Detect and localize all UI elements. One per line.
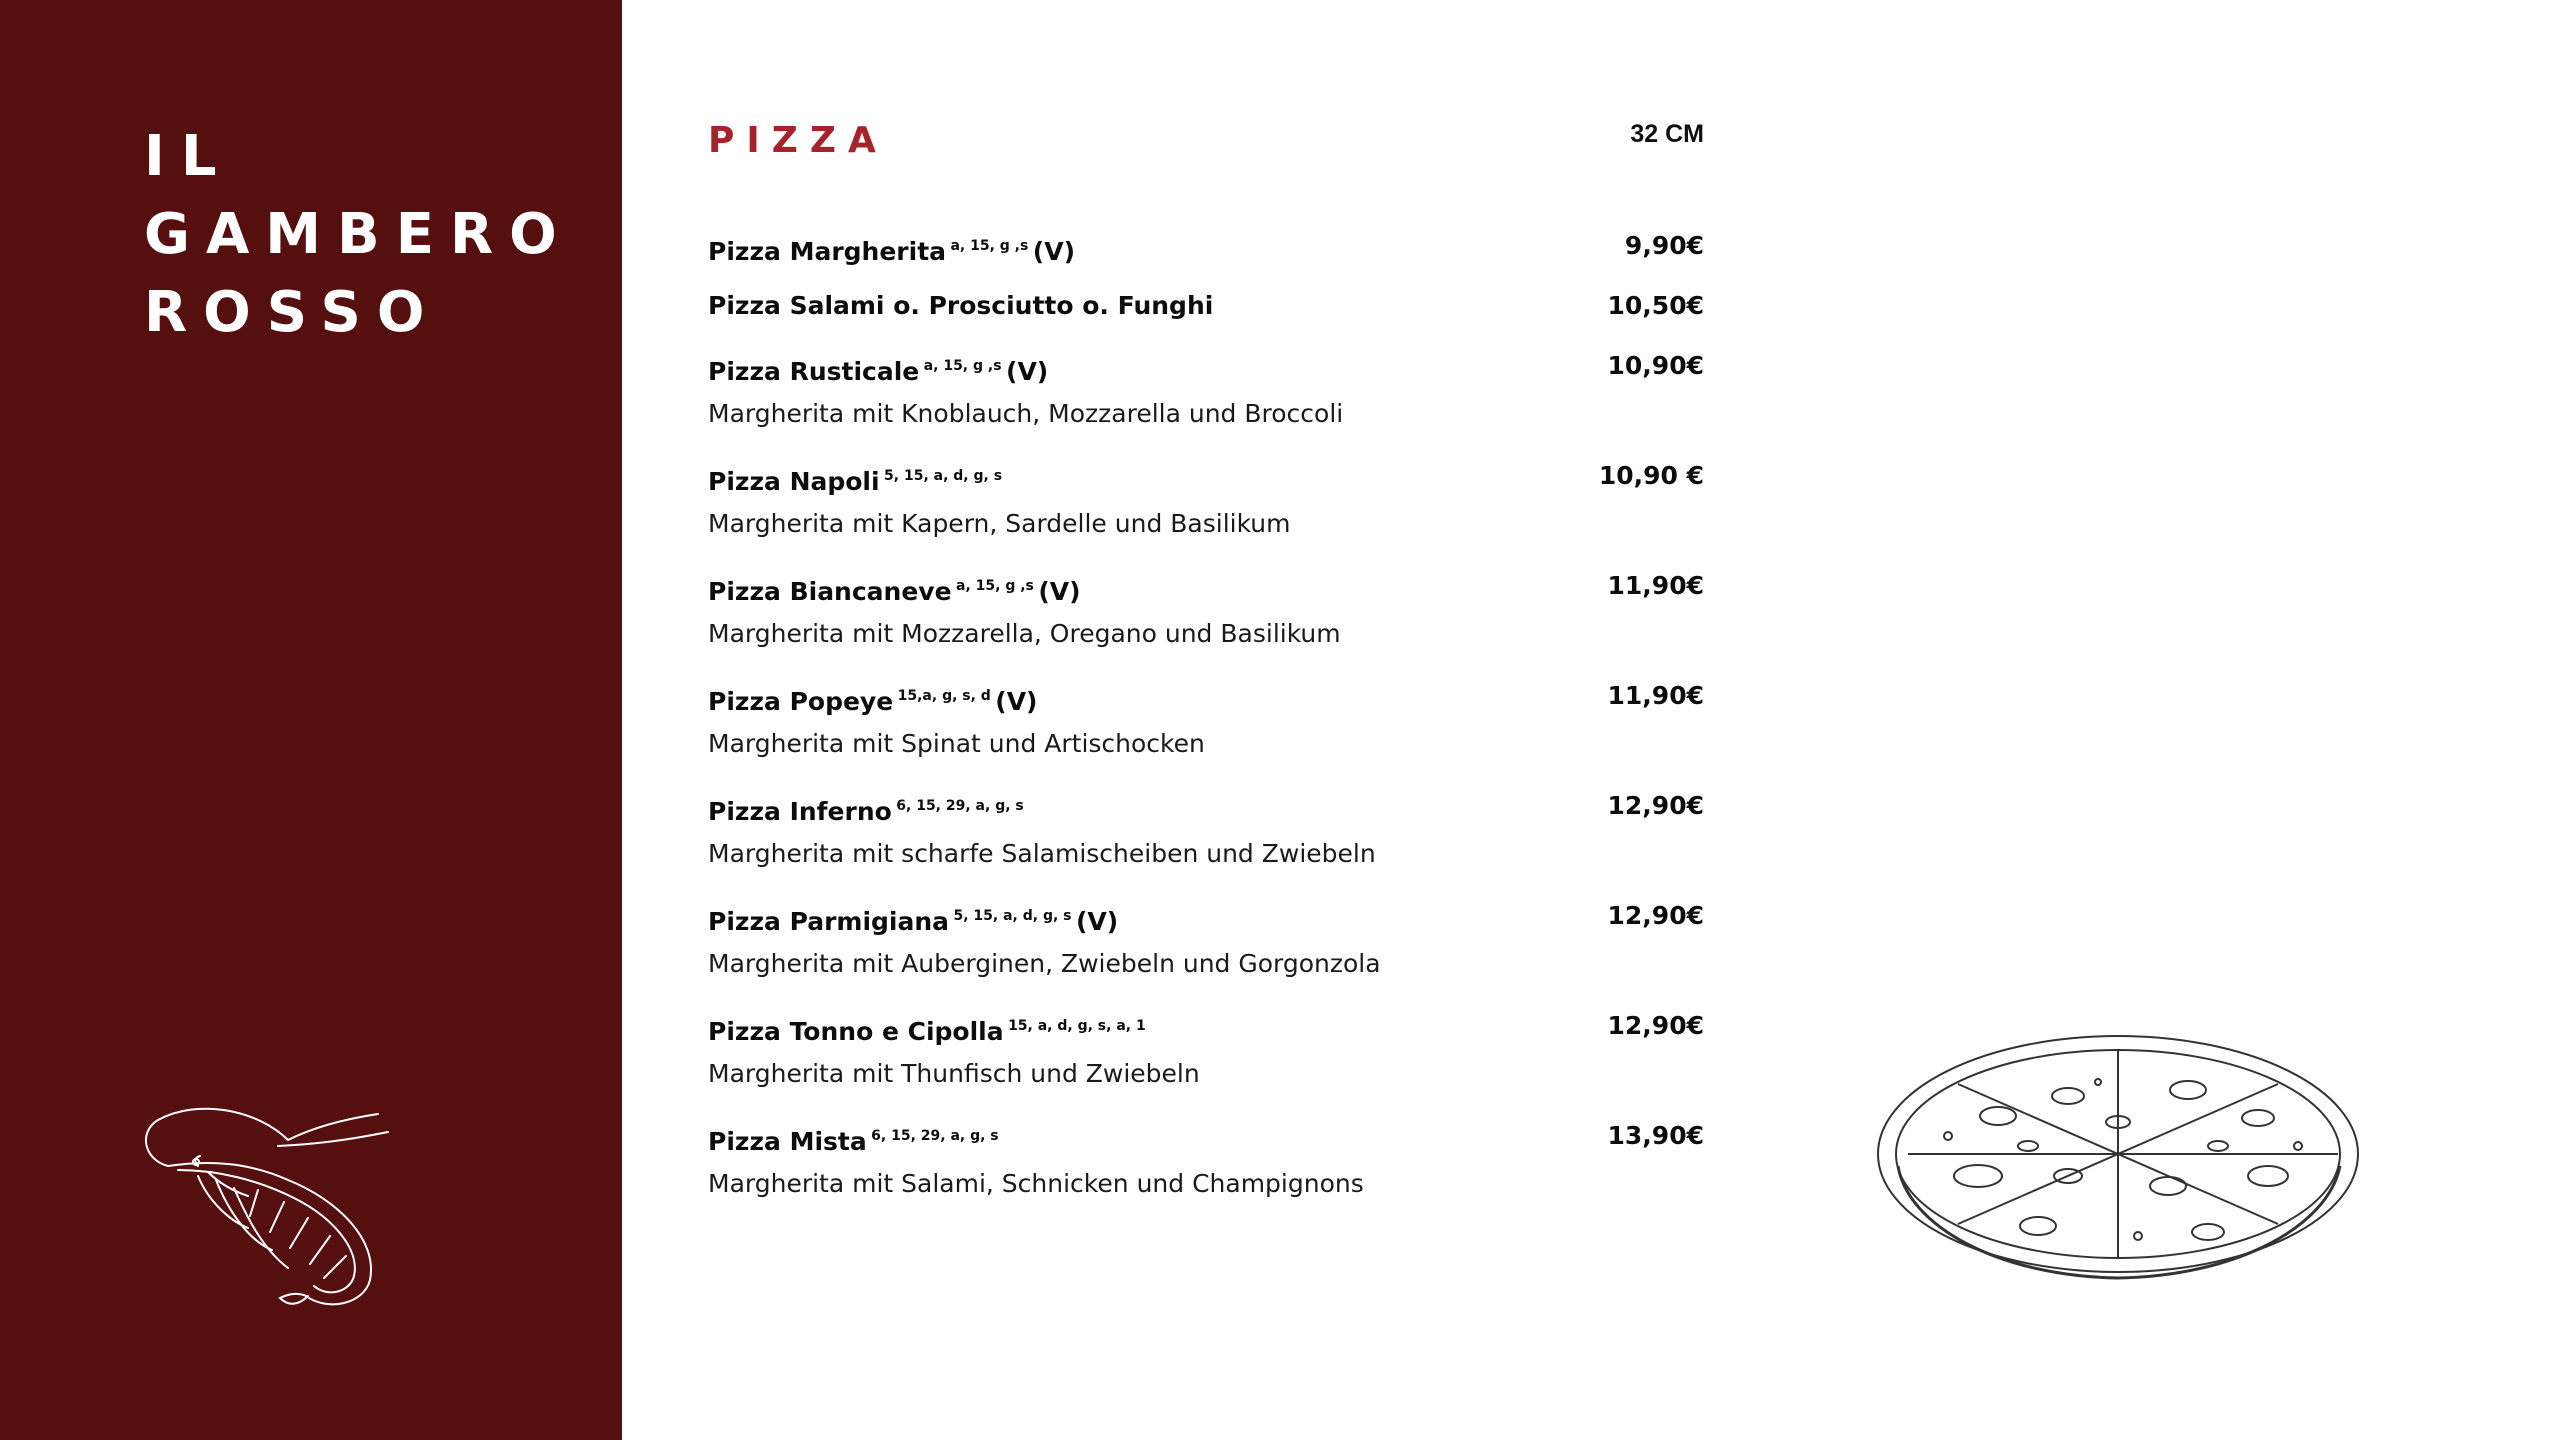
item-price: 12,90€ xyxy=(1607,1011,1704,1040)
item-price: 10,90 € xyxy=(1598,461,1704,490)
item-price: 12,90€ xyxy=(1607,791,1704,820)
item-price: 11,90€ xyxy=(1607,571,1704,600)
item-description: Margherita mit Salami, Schnicken und Champignons xyxy=(708,1169,1364,1198)
item-name: Pizza Inferno xyxy=(708,797,892,826)
item-description: Margherita mit Auberginen, Zwiebeln und Gorgonzola xyxy=(708,949,1381,978)
item-veg-marker: (V) xyxy=(995,687,1038,716)
section-title: PIZZA xyxy=(708,120,888,161)
item-name: Pizza Napoli xyxy=(708,467,880,496)
item-price: 10,50€ xyxy=(1607,291,1704,320)
item-veg-marker: (V) xyxy=(1038,577,1081,606)
item-name: Pizza Popeye xyxy=(708,687,894,716)
menu-content xyxy=(708,0,1704,1440)
menu-item xyxy=(708,562,1704,658)
brand-title xyxy=(144,118,573,352)
item-name: Pizza Rusticale xyxy=(708,357,920,386)
item-name: Pizza Mista xyxy=(708,1127,867,1156)
menu-item xyxy=(708,342,1704,438)
item-name: Pizza Salami o. Prosciutto o. Funghi xyxy=(708,291,1214,320)
item-allergens: 15, a, d, g, s, a, 1 xyxy=(1008,1018,1146,1034)
item-name: Pizza Parmigiana xyxy=(708,907,950,936)
item-description: Margherita mit Kapern, Sardelle und Basilikum xyxy=(708,509,1291,538)
item-price: 11,90€ xyxy=(1607,681,1704,710)
item-allergens: 15,a, g, s, d xyxy=(897,688,991,704)
menu-item xyxy=(708,222,1704,270)
item-description: Margherita mit Thunfisch und Zwiebeln xyxy=(708,1059,1200,1088)
item-allergens: 6, 15, 29, a, g, s xyxy=(871,1128,999,1144)
item-description: Margherita mit Spinat und Artischocken xyxy=(708,729,1205,758)
menu-item xyxy=(708,1112,1704,1208)
item-allergens: a, 15, g ,s xyxy=(950,238,1029,254)
menu-item xyxy=(708,452,1704,548)
size-label: 32 CM xyxy=(1630,120,1704,148)
menu-item xyxy=(708,1002,1704,1098)
menu-item xyxy=(708,672,1704,768)
item-name: Pizza Biancaneve xyxy=(708,577,952,606)
item-allergens: 5, 15, a, d, g, s xyxy=(884,468,1003,484)
pizza-illustration-icon xyxy=(1868,1026,2368,1286)
item-veg-marker: (V) xyxy=(1075,907,1119,936)
menu-item xyxy=(708,282,1704,330)
item-price: 13,90€ xyxy=(1607,1121,1704,1150)
sidebar xyxy=(0,0,622,1440)
item-description: Margherita mit scharfe Salamischeiben und Zwiebeln xyxy=(708,839,1376,868)
item-veg-marker: (V) xyxy=(1032,237,1075,266)
brand-line-3: ROSSO xyxy=(144,280,441,345)
brand-line-1: IL xyxy=(144,124,233,189)
item-veg-marker: (V) xyxy=(1006,357,1049,386)
item-allergens: a, 15, g ,s xyxy=(923,358,1002,374)
item-allergens: a, 15, g ,s xyxy=(956,578,1034,594)
menu-item xyxy=(708,892,1704,988)
item-allergens: 5, 15, a, d, g, s xyxy=(953,908,1072,924)
shrimp-illustration-icon xyxy=(138,1100,398,1310)
item-allergens: 6, 15, 29, a, g, s xyxy=(896,798,1024,814)
item-price: 12,90€ xyxy=(1607,901,1704,930)
brand-line-2: GAMBERO xyxy=(144,202,573,267)
menu-item xyxy=(708,782,1704,878)
item-description: Margherita mit Mozzarella, Oregano und Basilikum xyxy=(708,619,1341,648)
item-description: Margherita mit Knoblauch, Mozzarella und Broccoli xyxy=(708,399,1344,428)
item-name: Pizza Margherita xyxy=(708,237,947,266)
item-price: 10,90€ xyxy=(1607,351,1704,380)
menu-item-list xyxy=(708,222,1704,1222)
item-name: Pizza Tonno e Cipolla xyxy=(708,1017,1004,1046)
item-price: 9,90€ xyxy=(1624,231,1704,260)
